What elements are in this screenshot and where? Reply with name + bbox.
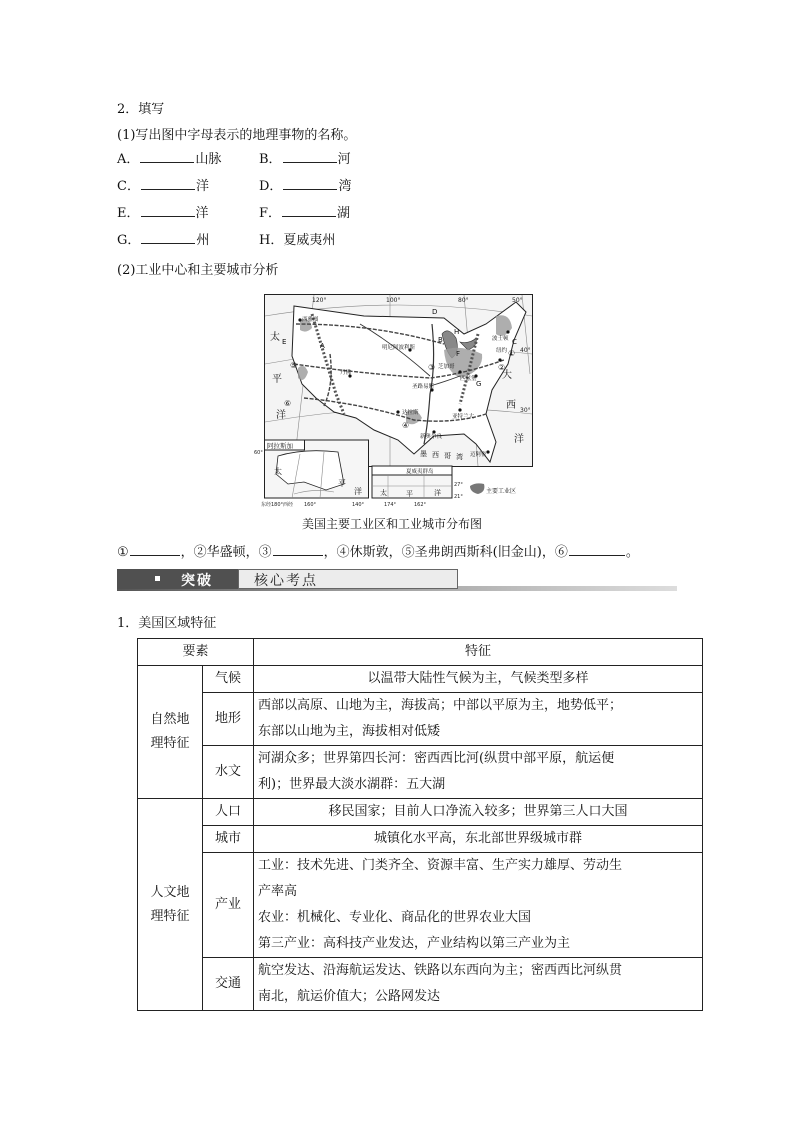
answer-blank[interactable] xyxy=(130,544,180,556)
table-row xyxy=(138,853,703,958)
factor-cell: 城市 xyxy=(203,826,254,853)
fill-item-c: C． 洋 xyxy=(117,179,209,194)
city-label: 匹兹堡 xyxy=(460,376,477,382)
marker-5: ⑤ xyxy=(290,361,298,370)
ocean-label: 平 xyxy=(272,374,282,385)
svg-text:160°: 160° xyxy=(304,502,317,508)
us-industry-map xyxy=(254,294,533,510)
svg-text:21°: 21° xyxy=(454,494,463,500)
table-header: 特征 xyxy=(254,639,703,666)
svg-text:湾: 湾 xyxy=(456,453,463,461)
svg-text:洋: 洋 xyxy=(434,489,441,497)
answer-blank[interactable] xyxy=(283,151,337,163)
city-label: 纽约 xyxy=(496,348,508,354)
marker-3: ③ xyxy=(428,363,436,372)
factor-cell: 人口 xyxy=(203,799,254,826)
ocean-label: 洋 xyxy=(276,410,286,421)
map-letter: A xyxy=(320,342,325,350)
section1-title: 1．美国区域特征 xyxy=(117,616,217,631)
fill-item-g: G． 州 xyxy=(117,233,210,248)
banner-dark-label: 突破 xyxy=(181,573,213,589)
table-row xyxy=(138,826,703,853)
fill-item-d: D． 湾 xyxy=(259,179,352,194)
map-caption: 美国主要工业区和工业城市分布图 xyxy=(302,517,483,531)
fill-item-h: H．夏威夷州 xyxy=(259,233,336,248)
feature-cell: 航空发达、沿海航运发达、铁路以东西向为主；密西西比河纵贯 南北，航运价值大；公路网发达 xyxy=(254,958,703,1011)
feature-cell: 移民国家；目前人口净流入较多；世界第三人口大国 xyxy=(254,799,703,826)
city-label: 丹佛 xyxy=(340,370,352,376)
lon-label: 50° xyxy=(512,297,523,304)
svg-text:27°: 27° xyxy=(454,482,463,488)
table-row xyxy=(138,746,703,799)
answer-blank[interactable] xyxy=(140,151,194,163)
ocean-label: 西 xyxy=(506,400,516,411)
map-letter: D xyxy=(432,308,438,316)
feature-cell: 河湖众多；世界第四长河：密西西比河(纵贯中部平原，航运便 利)；世界最大淡水湖群：五大湖 xyxy=(254,746,703,799)
svg-text:140°: 140° xyxy=(352,502,365,508)
svg-text:60°: 60° xyxy=(254,450,263,456)
city-label: 圣路易斯 xyxy=(412,384,435,390)
svg-text:174°: 174° xyxy=(384,502,397,508)
answer-blank[interactable] xyxy=(141,232,195,244)
svg-text:哥: 哥 xyxy=(444,452,451,460)
feature-cell: 工业：技术先进、门类齐全、资源丰富、生产实力雄厚、劳动生 产率高 农业：机械化、专业化、商品化的世界农业大国 第三产业：高科技产业发达，产业结构以第三产业为主 xyxy=(254,853,703,958)
svg-text:太: 太 xyxy=(380,489,387,497)
city-label: 芝加哥 xyxy=(438,364,455,370)
lat-label: 30° xyxy=(520,407,531,414)
svg-text:洋: 洋 xyxy=(354,487,362,496)
fill-item-b: B． 河 xyxy=(259,152,351,167)
map-letter: F xyxy=(456,350,461,358)
factor-cell: 气候 xyxy=(203,666,254,693)
city-label: 新奥尔良 xyxy=(420,434,443,440)
city-label: 波士顿 xyxy=(492,336,509,342)
marker-1: ① xyxy=(508,349,516,358)
marker-6: ⑥ xyxy=(284,399,292,408)
city-fill-line: ① ，②华盛顿，③ ，④休斯敦，⑤圣弗朗西斯科(旧金山)，⑥ 。 xyxy=(117,545,639,560)
lon-label: 100° xyxy=(386,297,401,304)
svg-text:太: 太 xyxy=(274,467,282,476)
map-letter: H xyxy=(454,328,460,336)
fill-item-e: E． 洋 xyxy=(117,206,209,221)
map-letter: E xyxy=(282,338,287,346)
city-label: 达拉斯 xyxy=(402,410,419,416)
hawaii-title: 夏威夷群岛 xyxy=(406,469,434,475)
factor-cell: 地形 xyxy=(203,693,254,746)
group-label: 人文地 理特征 xyxy=(138,799,203,1011)
ocean-label: 大 xyxy=(502,370,512,381)
marker-2: ② xyxy=(498,363,506,372)
fill-item-a: A． 山脉 xyxy=(117,152,222,167)
ocean-label: 洋 xyxy=(514,434,524,445)
svg-text:东经180°西经: 东经180°西经 xyxy=(261,502,294,508)
table-header: 要素 xyxy=(138,639,254,666)
answer-blank[interactable] xyxy=(282,205,336,217)
answer-blank[interactable] xyxy=(141,178,195,190)
map-letter: B xyxy=(438,336,443,344)
exercise-heading: 2．填写 xyxy=(117,102,165,117)
question-1-prompt: (1)写出图中字母表示的地理事物的名称。 xyxy=(117,128,357,143)
table-row xyxy=(138,958,703,1011)
map-letter: C xyxy=(512,338,517,346)
legend-label: 主要工业区 xyxy=(486,488,517,495)
marker-4: ④ xyxy=(402,421,410,430)
lon-label: 120° xyxy=(312,297,327,304)
city-label: 明尼阿波利斯 xyxy=(382,345,416,351)
question-2-prompt: (2)工业中心和主要城市分析 xyxy=(117,263,279,278)
answer-blank[interactable] xyxy=(141,205,195,217)
answer-blank[interactable] xyxy=(569,544,625,556)
table-row xyxy=(138,693,703,746)
us-features-table xyxy=(137,638,703,1011)
svg-text:平: 平 xyxy=(406,490,413,498)
svg-text:平: 平 xyxy=(338,479,346,488)
gulf-label: 墨 xyxy=(420,450,427,458)
feature-cell: 西部以高原、山地为主，海拔高；中部以平原为主，地势低平； 东部以山地为主，海拔相对低矮 xyxy=(254,693,703,746)
table-row xyxy=(138,799,703,826)
factor-cell: 产业 xyxy=(203,853,254,958)
group-label: 自然地 理特征 xyxy=(138,666,203,799)
city-label: 西雅图 xyxy=(302,317,319,323)
fill-item-f: F． 湖 xyxy=(259,206,351,221)
map-letter: G xyxy=(476,380,482,388)
answer-blank[interactable] xyxy=(273,544,323,556)
bullet-square-icon xyxy=(155,576,160,581)
ocean-label: 太 xyxy=(270,332,280,343)
factor-cell: 水文 xyxy=(203,746,254,799)
table-header-row xyxy=(138,639,703,666)
banner-light-label: 核心考点 xyxy=(254,573,318,589)
city-label: 亚特兰大 xyxy=(452,414,475,420)
lat-label: 40° xyxy=(520,347,531,354)
lon-label: 80° xyxy=(458,297,469,304)
answer-blank[interactable] xyxy=(283,178,337,190)
svg-text:西: 西 xyxy=(432,451,439,459)
city-label: 迈阿密 xyxy=(470,452,487,458)
feature-cell: 以温带大陆性气候为主，气候类型多样 xyxy=(254,666,703,693)
section-banner xyxy=(117,569,677,591)
legend-swatch xyxy=(470,483,484,494)
factor-cell: 交通 xyxy=(203,958,254,1011)
svg-text:162°: 162° xyxy=(414,502,427,508)
feature-cell: 城镇化水平高，东北部世界级城市群 xyxy=(254,826,703,853)
alaska-title: 阿拉斯加 xyxy=(267,442,293,450)
table-row xyxy=(138,666,703,693)
